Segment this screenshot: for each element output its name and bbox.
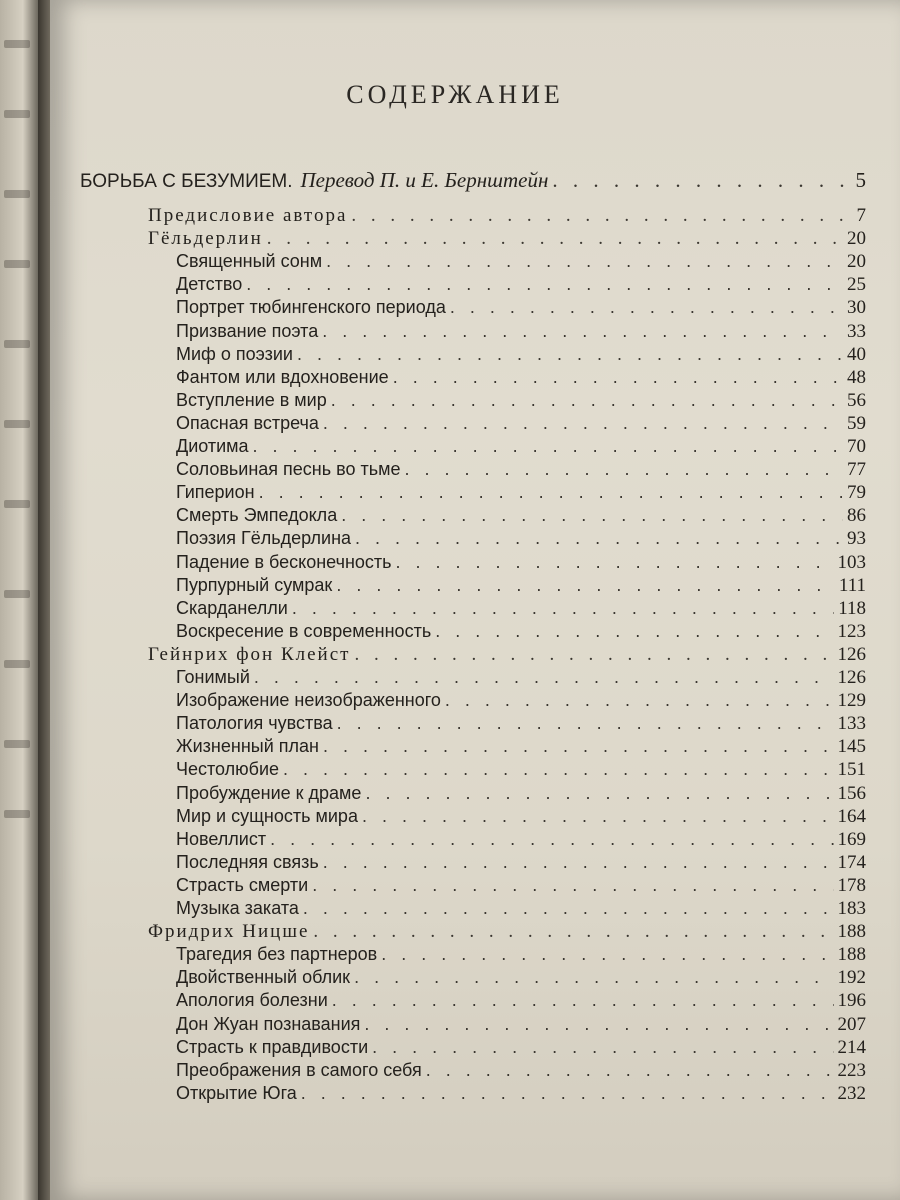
page-number: 111 (838, 574, 866, 596)
entry-label: Диотима (176, 436, 249, 456)
leader-dots (323, 413, 843, 434)
leader-dots (323, 852, 834, 873)
toc-subsection-entry (176, 1060, 866, 1082)
page-number: 118 (838, 597, 866, 619)
leader-dots (301, 1083, 834, 1104)
leader-dots (445, 690, 834, 711)
toc-subsection-entry (176, 806, 866, 828)
leader-dots (426, 1060, 834, 1081)
toc-section-entry (148, 644, 866, 666)
leader-dots (292, 598, 834, 619)
page-number: 93 (847, 528, 866, 550)
page-number: 103 (837, 551, 866, 573)
adjacent-page-text (4, 740, 30, 748)
entry-label: Музыка заката (176, 898, 299, 918)
page-number: 232 (837, 1082, 866, 1104)
page-number: 156 (837, 782, 866, 804)
page-number: 223 (837, 1059, 866, 1081)
leader-dots (331, 390, 843, 411)
leader-dots (351, 205, 852, 227)
page-number: 123 (837, 620, 866, 642)
leader-dots (552, 168, 851, 193)
adjacent-page-text (4, 810, 30, 818)
entry-label: Священный сонм (176, 251, 323, 272)
toc-part-entry (80, 168, 866, 193)
toc-subsection-entry (176, 482, 866, 504)
toc-subsection-entry (176, 713, 866, 735)
toc-subsection-entry (176, 575, 866, 597)
leader-dots (270, 829, 833, 850)
entry-label: Соловьиная песнь во тьме (176, 459, 401, 480)
entry-label: Страсть к правдивости (176, 1036, 369, 1057)
adjacent-page-text (4, 420, 30, 428)
page-number: 70 (847, 436, 866, 457)
leader-dots (323, 736, 834, 757)
toc-subsection-entry (176, 1014, 866, 1036)
leader-dots (326, 251, 843, 272)
leader-dots (254, 667, 834, 688)
leader-dots (322, 321, 843, 342)
page-number: 20 (847, 251, 866, 273)
toc-subsection-entry (176, 967, 866, 989)
leader-dots (372, 1037, 833, 1058)
page-number: 48 (847, 366, 866, 388)
toc-subsection-entry (176, 552, 866, 574)
leader-dots (362, 806, 834, 827)
adjacent-page-text (4, 590, 30, 598)
toc-subsection-entry (176, 528, 866, 550)
toc-subsection-entry (176, 251, 866, 273)
entry-label: Трагедия без партнеров (176, 944, 378, 965)
leader-dots (450, 297, 843, 318)
page-number: 20 (847, 228, 866, 250)
toc-subsection-entry (176, 690, 866, 712)
leader-dots (332, 990, 834, 1011)
leader-dots (365, 783, 833, 804)
entry-label: Страсть смерти (176, 874, 309, 895)
leader-dots (364, 1014, 833, 1035)
entry-label: Опасная встреча (176, 412, 319, 433)
entry-label: Гейнрих фон Клейст (148, 643, 351, 665)
leader-dots (381, 944, 833, 965)
page-number: 133 (837, 713, 866, 735)
toc-subsection-entry (176, 344, 866, 366)
leader-dots (404, 459, 843, 480)
leader-dots (396, 552, 834, 573)
page-number: 192 (837, 967, 866, 989)
toc-subsection-entry (176, 783, 866, 805)
adjacent-page-text (4, 40, 30, 48)
page-number: 151 (837, 759, 866, 781)
entry-label: Патология чувства (176, 713, 333, 734)
toc-section-entry (148, 205, 866, 227)
page-number: 126 (837, 643, 866, 665)
entry-label: Поэзия Гёльдерлина (176, 528, 352, 549)
page-number: 126 (837, 667, 866, 688)
toc-subsection-entry (176, 898, 866, 920)
toc-subsection-entry (176, 1037, 866, 1059)
part-title: БОРЬБА С БЕЗУМИЕМ. (80, 171, 293, 192)
entry-label: Призвание поэта (176, 320, 319, 341)
entry-label: Пурпурный сумрак (176, 574, 333, 595)
page-number: 183 (837, 898, 866, 919)
toc-section-entry (148, 228, 866, 250)
leader-dots (259, 482, 843, 503)
page-number: 33 (847, 320, 866, 342)
toc-section-entry (148, 921, 866, 943)
entry-label: Скарданелли (176, 597, 288, 618)
entry-label: Апология болезни (176, 990, 328, 1011)
toc-subsection-entry (176, 321, 866, 343)
toc-subsection-entry (176, 436, 866, 458)
page-number: 5 (855, 168, 866, 192)
page-number: 164 (837, 805, 866, 827)
entry-label: Гонимый (176, 667, 250, 687)
entry-label: Воскресение в современность (176, 620, 432, 641)
entry-label: Последняя связь (176, 851, 319, 872)
page-number: 25 (847, 274, 866, 296)
entry-label: Мир и сущность мира (176, 805, 358, 826)
toc-subsection-entry (176, 459, 866, 481)
toc-subsection-entry (176, 667, 866, 689)
page-number: 174 (837, 851, 866, 873)
adjacent-page-text (4, 340, 30, 348)
leader-dots (313, 921, 833, 943)
adjacent-page-text (4, 110, 30, 118)
page-number: 40 (847, 343, 866, 365)
page-number: 207 (837, 1013, 866, 1035)
leader-dots (341, 505, 843, 526)
page-title: СОДЕРЖАНИЕ (346, 80, 564, 109)
leader-dots (283, 759, 833, 780)
toc-subsection-entry (176, 759, 866, 781)
page-number: 178 (837, 874, 866, 896)
entry-label: Портрет тюбингенского периода (176, 297, 446, 318)
toc-subsection-entry (176, 390, 866, 412)
page-number: 188 (837, 921, 866, 943)
entry-label: Новеллист (176, 828, 267, 849)
adjacent-page-edge (0, 0, 38, 1200)
page-number: 77 (847, 459, 866, 481)
leader-dots (393, 367, 843, 388)
page-number: 30 (847, 297, 866, 319)
toc-subsection-entry (176, 990, 866, 1012)
page-number: 59 (847, 412, 866, 434)
toc-subsection-entry (176, 274, 866, 296)
entry-label: Фантом или вдохновение (176, 366, 389, 387)
entry-label: Смерть Эмпедокла (176, 505, 338, 526)
toc-subsection-entry (176, 944, 866, 966)
adjacent-page-text (4, 260, 30, 268)
entry-label: Преображения в самого себя (176, 1059, 422, 1080)
entry-label: Падение в бесконечность (176, 551, 392, 572)
entry-label: Вступление в мир (176, 389, 327, 410)
page-number: 79 (847, 482, 866, 504)
leader-dots (297, 344, 843, 365)
page-number: 7 (856, 205, 866, 226)
page-number: 188 (837, 944, 866, 966)
entry-label: Гёльдерлин (148, 228, 263, 250)
toc-subsection-entry (176, 297, 866, 319)
toc-page (50, 0, 900, 1200)
leader-dots (246, 274, 843, 295)
leader-dots (312, 875, 833, 896)
entry-label: Детство (176, 274, 243, 295)
leader-dots (336, 575, 835, 596)
toc-subsection-entry (176, 505, 866, 527)
leader-dots (435, 621, 833, 642)
entry-label: Гиперион (176, 482, 255, 503)
toc-subsection-entry (176, 413, 866, 435)
leader-dots (354, 644, 833, 666)
toc-subsection-entry (176, 736, 866, 758)
entry-label: Двойственный облик (176, 967, 351, 988)
entry-label: Открытие Юга (176, 1082, 297, 1103)
adjacent-page-text (4, 190, 30, 198)
entry-label: Предисловие автора (148, 205, 348, 226)
page-number: 56 (847, 389, 866, 411)
page-number: 169 (837, 828, 866, 850)
toc-subsection-entry (176, 852, 866, 874)
entry-label: Честолюбие (176, 759, 280, 780)
entry-label: Жизненный план (176, 736, 319, 757)
leader-dots (354, 967, 833, 988)
page-number: 145 (837, 736, 866, 758)
adjacent-page-text (4, 500, 30, 508)
entry-label: Изображение неизображенного (176, 690, 441, 711)
entry-label: Фридрих Ницше (148, 921, 310, 943)
page-number: 214 (837, 1036, 866, 1058)
leader-dots (253, 436, 843, 457)
entry-label: Пробуждение к драме (176, 782, 362, 803)
entry-label: Дон Жуан познавания (176, 1013, 361, 1034)
toc-subsection-entry (176, 829, 866, 851)
toc-subsection-entry (176, 367, 866, 389)
page-number: 129 (837, 690, 866, 712)
adjacent-page-text (4, 660, 30, 668)
leader-dots (355, 528, 843, 549)
page-number: 86 (847, 505, 866, 527)
leader-dots (337, 713, 834, 734)
toc-subsection-entry (176, 598, 866, 620)
page-number: 196 (837, 990, 866, 1012)
part-translator: Перевод П. и Е. Бернштейн (300, 168, 549, 192)
toc-subsection-entry (176, 1083, 866, 1105)
book-gutter (38, 0, 50, 1200)
entry-label: Миф о поэзии (176, 343, 293, 364)
toc-subsection-entry (176, 875, 866, 897)
toc-subsection-entry (176, 621, 866, 643)
leader-dots (303, 898, 834, 919)
leader-dots (267, 228, 843, 250)
